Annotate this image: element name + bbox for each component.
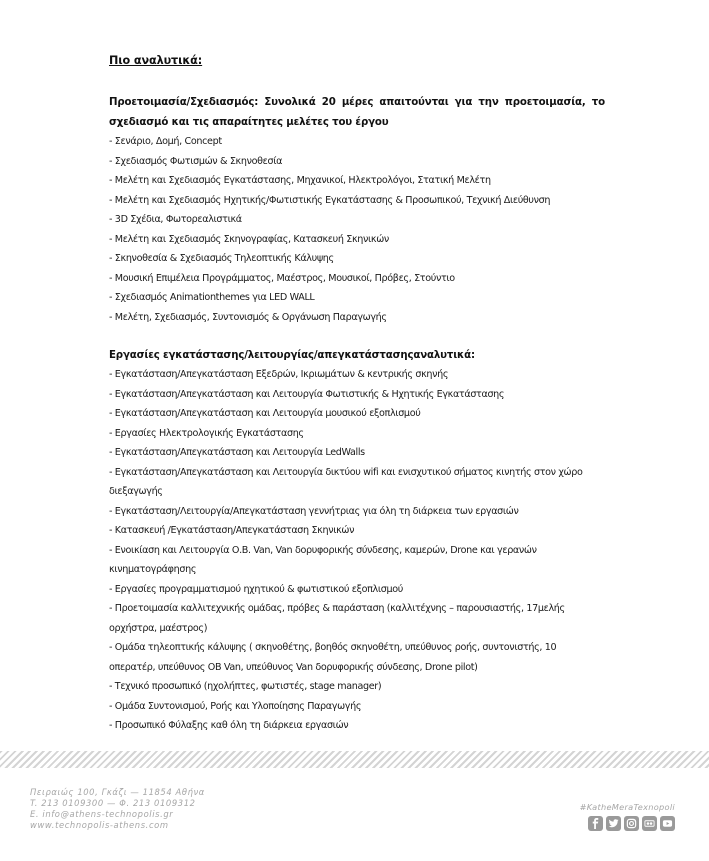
- page-heading: Πιο αναλυτικά:: [109, 54, 203, 67]
- installation-list: [109, 365, 605, 736]
- list-item: - Κατασκευή /Εγκατάσταση/Απεγκατάσταση Σκηνικών: [109, 525, 355, 536]
- section-installation-title: Εργασίες εγκατάστασης/λειτουργίας/απεγκατάστασηςαναλυτικά:: [109, 350, 475, 361]
- list-item: - Τεχνικό προσωπικό (ηχολήπτες, φωτιστές, stage manager): [109, 681, 382, 692]
- list-item: - Σενάριο, Δομή, Concept: [109, 136, 222, 147]
- list-item: - Μελέτη και Σχεδιασμός Εγκατάστασης, Μηχανικοί, Ηλεκτρολόγοι, Στατική Μελέτη: [109, 175, 491, 186]
- list-item: - Εγκατάσταση/Λειτουργία/Απεγκατάσταση γεννήτριας για όλη τη διάρκεια των εργασιών: [109, 505, 519, 517]
- preparation-list: [109, 132, 605, 327]
- footer-email[interactable]: E. info@athens-technopolis.gr: [30, 809, 174, 819]
- list-item: - Μελέτη και Σχεδιασμός Ηχητικής/Φωτιστικής Εγκατάστασης & Προσωπικού, Τεχνική Διεύθυνση: [109, 194, 551, 206]
- twitter-icon[interactable]: [606, 816, 621, 831]
- list-item: - Εγκατάσταση/Απεγκατάσταση και Λειτουργία μουσικού εξοπλισμού: [109, 408, 421, 419]
- footer-phone: T. 213 0109300 — Φ. 213 0109312: [30, 798, 196, 808]
- flickr-icon[interactable]: [642, 816, 657, 831]
- list-item: - Σκηνοθεσία & Σχεδιασμός Τηλεοπτικής Κάλυψης: [109, 253, 334, 264]
- list-item: - Ομάδα Συντονισμού, Ροής και Υλοποίησης Παραγωγής: [109, 700, 362, 712]
- list-item: - Προσωπικό Φύλαξης καθ όλη τη διάρκεια εργασιών: [109, 720, 349, 731]
- list-item: - Μελέτη, Σχεδιασμός, Συντονισμός & Οργάνωση Παραγωγής: [109, 311, 387, 323]
- list-item: - Εγκατάσταση/Απεγκατάσταση και Λειτουργία LedWalls: [109, 447, 365, 458]
- social-icons: [588, 816, 675, 831]
- list-item: - Εγκατάσταση/Απεγκατάσταση και Λειτουργία δικτύου wifi και ενισχυτικού σήματος κινητής στον χώρο διεξαγωγής: [109, 466, 583, 497]
- list-item: - Εγκατάσταση/Απεγκατάσταση Εξεδρών, Ικριωμάτων & κεντρικής σκηνής: [109, 369, 449, 380]
- list-item: - Εγκατάσταση/Απεγκατάσταση και Λειτουργία Φωτιστικής & Ηχητικής Εγκατάστασης: [109, 388, 505, 400]
- list-item: - Ομάδα τηλεοπτικής κάλυψης ( σκηνοθέτης, βοηθός σκηνοθέτη, υπεύθυνος ροής, συντονιστής, 10 οπερατέρ, υπεύθυνος OB Van, υπεύθυνος Van δορυφορικής σύνδεσης, Drone pilot): [109, 642, 557, 673]
- facebook-icon[interactable]: [588, 816, 603, 831]
- footer-website[interactable]: www.technopolis-athens.com: [30, 820, 169, 830]
- list-item: - Προετοιμασία καλλιτεχνικής ομάδας, πρόβες & παράσταση (καλλιτέχνης – παρουσιαστής, 17μελής ορχήστρα, μαέστρος): [109, 603, 565, 634]
- list-item: - Εργασίες προγραμματισμού ηχητικού & φωτιστικού εξοπλισμού: [109, 583, 403, 595]
- list-item: - 3D Σχέδια, Φωτορεαλιστικά: [109, 214, 242, 225]
- list-item: - Μελέτη και Σχεδιασμός Σκηνογραφίας, Κατασκευή Σκηνικών: [109, 233, 389, 245]
- list-item: - Σχεδιασμός Φωτισμών & Σκηνοθεσία: [109, 155, 283, 167]
- footer-hashtag: #KatheMeraTexnopoli: [579, 802, 675, 812]
- list-item: - Μουσική Επιμέλεια Προγράμματος, Μαέστρος, Μουσικοί, Πρόβες, Στούντιο: [109, 272, 455, 284]
- list-item: - Εργασίες Ηλεκτρολογικής Εγκατάστασης: [109, 427, 304, 439]
- section-preparation-title: Προετοιμασία/Σχεδιασμός: Συνολικά 20 μέρες απαιτούνται για την προετοιμασία, το σχεδιασμό και τις απαραίτητες μελέτες του έργου: [109, 97, 605, 128]
- instagram-icon[interactable]: [624, 816, 639, 831]
- youtube-icon[interactable]: [660, 816, 675, 831]
- footer-divider-stripe: [0, 751, 709, 768]
- list-item: - Σχεδιασμός Animationthemes για LED WALL: [109, 292, 315, 303]
- footer-address: Πειραιώς 100, Γκάζι — 11854 Αθήνα: [30, 787, 205, 797]
- list-item: - Ενοικίαση και Λειτουργία Ο.Β. Van, Van δορυφορικής σύνδεσης, καμερών, Drone και γερανών κινηματογράφησης: [109, 544, 537, 575]
- footer-contact: [30, 787, 205, 831]
